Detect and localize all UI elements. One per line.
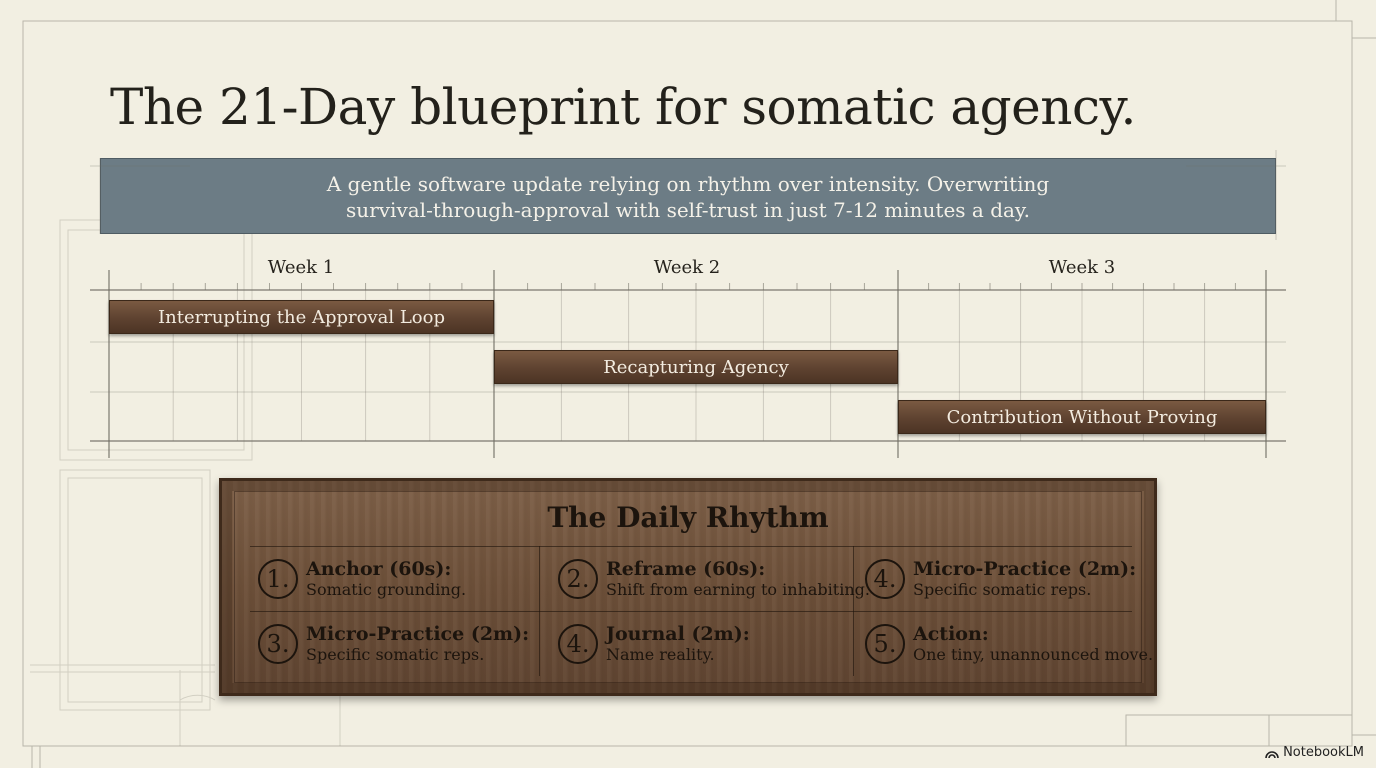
page-title: The 21-Day blueprint for somatic agency. — [110, 78, 1136, 136]
subtitle-line-2: survival-through-approval with self-trust in just 7-12 minutes a day. — [346, 198, 1030, 222]
step-heading: Anchor (60s): — [306, 557, 452, 580]
subtitle-line-1: A gentle software update relying on rhythm over intensity. Overwriting — [326, 172, 1050, 196]
rhythm-grid — [250, 546, 1154, 676]
week-label-2: Week 2 — [653, 257, 721, 278]
step-heading: Micro-Practice (2m): — [306, 622, 530, 645]
step-description: Name reality. — [606, 644, 715, 664]
step-heading: Action: — [913, 622, 989, 645]
brand-label: NotebookLM — [1283, 745, 1364, 760]
rhythm-step — [258, 546, 466, 611]
rhythm-step — [865, 546, 1136, 611]
rhythm-step — [865, 611, 1153, 676]
step-description: Specific somatic reps. — [306, 644, 485, 664]
rhythm-step — [558, 611, 750, 676]
step-number-badge: 4. — [865, 559, 905, 599]
rhythm-step — [558, 546, 870, 611]
week-label-3: Week 3 — [1048, 257, 1116, 278]
step-heading: Micro-Practice (2m): — [913, 557, 1137, 580]
step-number-badge: 4. — [558, 624, 598, 664]
step-number-badge: 3. — [258, 624, 298, 664]
step-number-badge: 5. — [865, 624, 905, 664]
step-description: One tiny, unannounced move. — [913, 644, 1154, 664]
step-heading: Reframe (60s): — [606, 557, 766, 580]
step-description: Somatic grounding. — [306, 579, 467, 599]
phase-bar-2: Recapturing Agency — [494, 350, 898, 384]
brand-watermark — [1265, 745, 1364, 760]
notebook-logo-icon — [1265, 747, 1279, 759]
rhythm-step — [258, 611, 529, 676]
step-number-badge: 1. — [258, 559, 298, 599]
phase-bar-1: Interrupting the Approval Loop — [109, 300, 494, 334]
grid-divider — [539, 546, 540, 676]
week-label-1: Week 1 — [267, 257, 335, 278]
step-description: Specific somatic reps. — [913, 579, 1092, 599]
phase-bar-3: Contribution Without Proving — [898, 400, 1266, 434]
step-number-badge: 2. — [558, 559, 598, 599]
step-description: Shift from earning to inhabiting. — [606, 579, 870, 599]
daily-rhythm-plaque — [219, 478, 1157, 696]
plaque-title: The Daily Rhythm — [547, 501, 829, 534]
step-heading: Journal (2m): — [606, 622, 750, 645]
